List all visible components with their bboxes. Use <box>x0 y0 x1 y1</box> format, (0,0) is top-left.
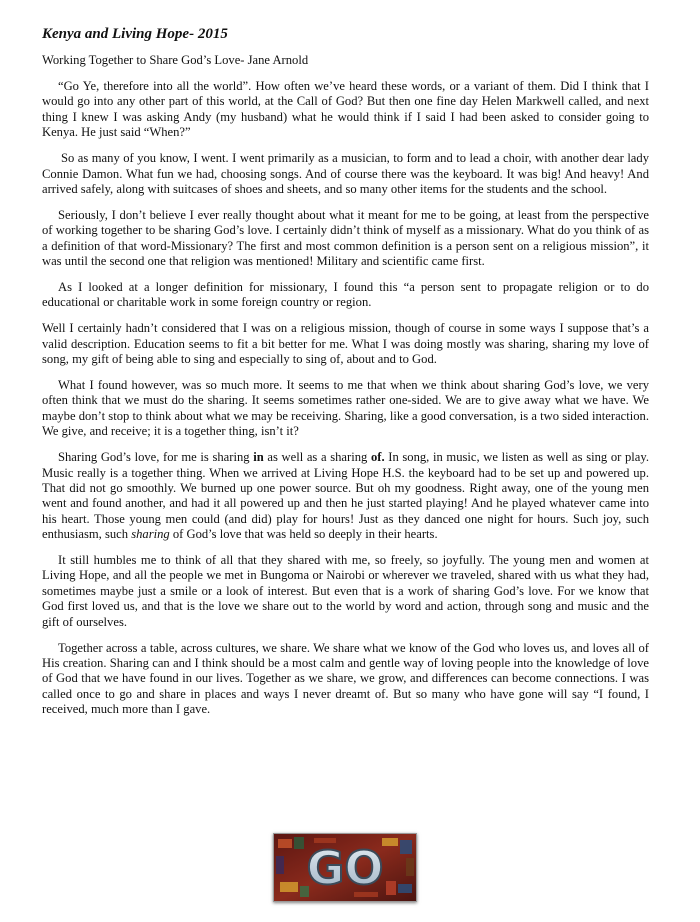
document-title: Kenya and Living Hope- 2015 <box>42 26 228 42</box>
paragraph-4: As I looked at a longer definition for missionary, I found this “a person sent to propagate religion or to do educational or charitable work in some foreign country or region. <box>42 279 649 310</box>
paragraph-7-italic-sharing: sharing <box>131 527 170 542</box>
paragraph-6: What I found however, was so much more. It seems to me that when we think about sharing God’s love, we very often think that we must do the sharing. It seems sometimes rather one-sided. We are to give away what we have. We maybe don’t stop to think about what we may be receiving. Sharing, like a good conversation, is a two sided interaction. We give, and receive; it is a together thing, isn’t it? <box>42 378 649 439</box>
paragraph-9: Together across a table, across cultures, we share. We share what we know of the God who loves us, and loves all of His creation. Sharing can and I think should be a most calm and gentle way of loving people into the knowledge of love of God that we have found in our lives. Together as we share, we grow, and differences can become connections. I was called once to go and share in places and ways I never dreamt of. But so many who have gone will say “I found, I received, much more than I gave. <box>42 640 649 717</box>
paragraph-7-text-c: In song, in music, we listen as well as sing or play. Music really is a together thing. When we arrived at Living Hope H.S. the keyboard had to be set up and powered up. That did not go smoothly. We burned up one power source. But oh my goodness. Right away, one of the young men went and found another, and had it all powered up and then he just started playing! And he played whatever came into his heart. Those young men could (and did) play for hours! Just as they danced one night for hours. Such joy, such enthusiasm, such <box>42 450 649 542</box>
paragraph-7-bold-in: in <box>253 450 264 465</box>
document-page <box>42 26 649 728</box>
paragraph-5: Well I certainly hadn’t considered that I was on a religious mission, though of course in some ways I suppose that’s a valid description. Education seems to fit a bit better for me. What I was doing mostly was sharing, sharing my love of song, my gift of being able to sing and especially to sing of, about and to God. <box>42 321 649 367</box>
paragraph-7-text-b: as well as a sharing <box>263 450 371 465</box>
paragraph-3: Seriously, I don’t believe I ever really thought about what it meant for me to be going, at least from the perspective of working together to be sharing God’s love. I certainly didn’t think of myself as a missionary. What do you think of as a definition of that word-Missionary? The first and most common definition is a person sent on a religious mission”, it was until the second one that religion was mentioned! Military and scientific came first. <box>42 207 649 269</box>
paragraph-7-text-d: of God’s love that was held so deeply in their hearts. <box>169 527 438 542</box>
paragraph-7-text-a: Sharing God’s love, for me is sharing <box>58 450 254 465</box>
document-subtitle: Working Together to Share God’s Love- Jane Arnold <box>42 53 309 67</box>
paragraph-7 <box>42 450 649 542</box>
paragraph-2: So as many of you know, I went. I went primarily as a musician, to form and to lead a choir, with another dear lady Connie Damon. What fun we had, choosing songs. And of course there was the keyboard. It was big! And heavy! And arrived safely, along with suitcases of shoes and sheets, and so many other items for the students and the school. <box>42 151 649 196</box>
go-logo-image <box>273 833 417 902</box>
paragraph-8: It still humbles me to think of all that they shared with me, so freely, so joyfully. The young men and women at Living Hope, and all the people we met in Bungoma or Nairobi or wherever we traveled, shared with us what they had, sometimes maybe just a smile or a look of interest. But even that is a work of sharing God’s love. For we know that God first loved us, and that is the love we share out to the world by word and action, through song and music and the gift of ourselves. <box>42 553 649 629</box>
paragraph-7-bold-of: of. <box>370 450 385 465</box>
logo-text: GO <box>306 841 384 895</box>
paragraph-1: “Go Ye, therefore into all the world”. How often we’ve heard these words, or a variant of them. Did I think that I would go into any other part of this world, at the Call of God? But then one fine day Helen Markwell called, and next thing I knew I was asking Andy (my husband) what he would think if I said I had been asked to consider going to Kenya. He just said “When?” <box>42 79 649 140</box>
go-logo-graphic <box>274 834 416 901</box>
